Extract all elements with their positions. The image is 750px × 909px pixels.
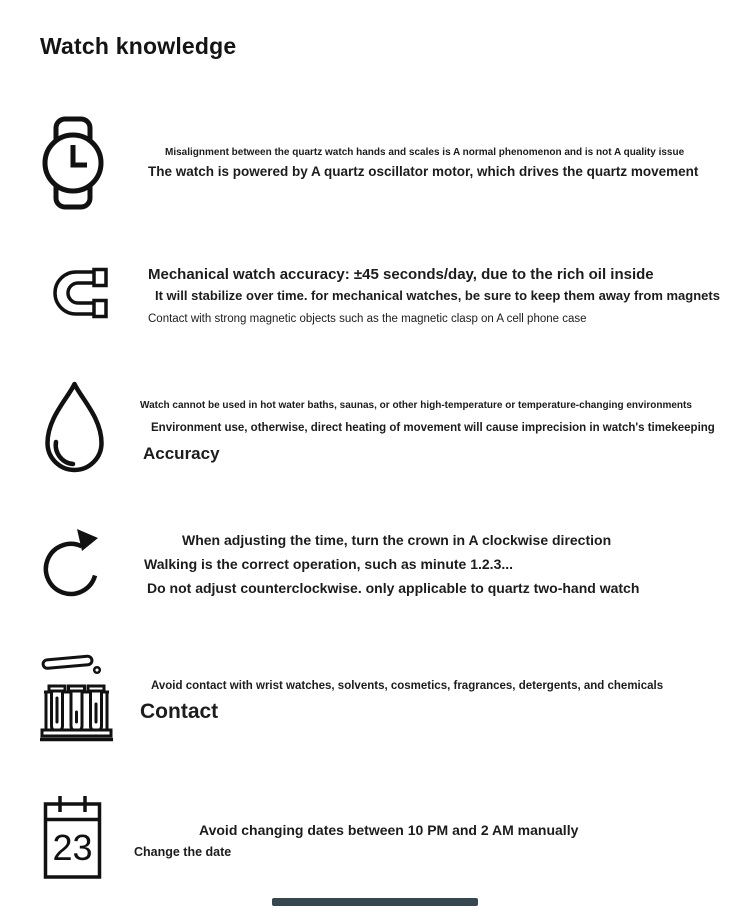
magnet-sub-text: It will stabilize over time. for mechanical watches, be sure to keep them away from magnets <box>155 288 720 303</box>
temperature-sub-text: Environment use, otherwise, direct heating of movement will cause imprecision in watch's timekeeping <box>151 422 715 434</box>
crown-main-text: When adjusting the time, turn the crown in A clockwise direction <box>182 532 612 548</box>
temperature-note-text: Watch cannot be used in hot water baths, saunas, or other high-temperature or temperature-changing environments <box>140 400 692 411</box>
crown-sub-text: Walking is the correct operation, such as minute 1.2.3... <box>144 556 514 572</box>
water-drop-icon <box>42 380 107 476</box>
wristwatch-icon <box>42 116 104 210</box>
clockwise-rotation-icon <box>42 522 106 608</box>
crown-warning-text: Do not adjust counterclockwise. only applicable to quartz two-hand watch <box>147 580 640 596</box>
calendar-icon <box>42 793 103 881</box>
page-title: Watch knowledge <box>40 33 237 59</box>
accuracy-heading: Accuracy <box>143 444 220 463</box>
chemicals-note-text: Avoid contact with wrist watches, solvents, cosmetics, fragrances, detergents, and chemicals <box>151 680 664 692</box>
calendar-day-number: 23 <box>52 827 93 868</box>
magnet-main-text: Mechanical watch accuracy: ±45 seconds/day, due to the rich oil inside <box>148 266 654 283</box>
quartz-note-text: Misalignment between the quartz watch hands and scales is A normal phenomenon and is not A quality issue <box>165 147 685 158</box>
page-end-indicator <box>272 898 478 906</box>
magnet-icon <box>48 266 110 322</box>
magnet-note-text: Contact with strong magnetic objects such as the magnetic clasp on A cell phone case <box>148 313 587 325</box>
date-main-text: Avoid changing dates between 10 PM and 2 AM manually <box>199 822 579 838</box>
contact-heading: Contact <box>140 700 219 723</box>
quartz-main-text: The watch is powered by A quartz oscillator motor, which drives the quartz movement <box>148 164 699 179</box>
date-sub-text: Change the date <box>134 845 232 859</box>
test-tubes-icon <box>40 650 113 742</box>
